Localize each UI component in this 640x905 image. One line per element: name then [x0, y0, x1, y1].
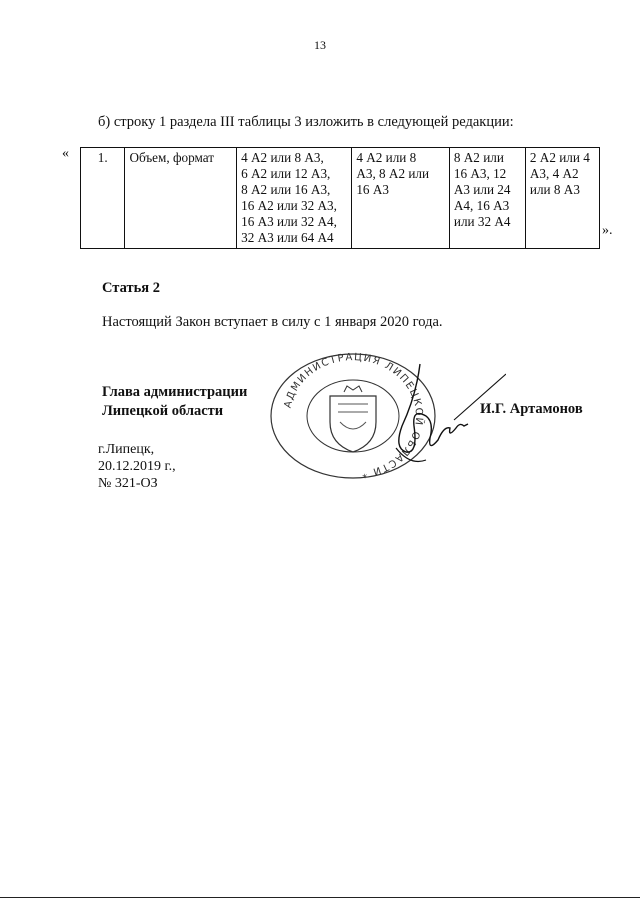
value-line: или 8 А3 — [529, 182, 580, 197]
law-number: № 321-ОЗ — [98, 476, 158, 491]
value-line: 6 А2 или 12 А3, — [241, 166, 331, 181]
signer-name: И.Г. Артамонов — [480, 401, 583, 417]
row-number-cell: 1. — [81, 148, 125, 249]
value-line: 16 А3 — [356, 182, 389, 197]
svg-text:АДМИНИСТРАЦИЯ ЛИПЕЦКОЙ ОБЛАСТИ: АДМИНИСТРАЦИЯ ЛИПЕЦКОЙ ОБЛАСТИ * — [282, 352, 425, 480]
article-text: Настоящий Закон вступает в силу с 1 января 2020 года. — [102, 314, 443, 330]
value-line: А3 или 24 — [453, 182, 511, 197]
value-line: 16 А3, 12 — [453, 166, 507, 181]
value-line: 4 А2 или 8 А3, — [241, 150, 324, 165]
value-line: 16 А3 или 32 А4, — [241, 214, 337, 229]
value-line: 32 А3 или 64 А4 — [241, 230, 334, 245]
value-line: А3, 4 А2 — [529, 166, 579, 181]
table-row — [81, 148, 600, 249]
value-line: 16 А2 или 32 А3, — [241, 198, 337, 213]
value-line: 8 А2 или 16 А3, — [241, 182, 331, 197]
value-line: 2 А2 или 4 — [529, 150, 590, 165]
page-bottom-line — [0, 897, 640, 898]
article-title: Статья 2 — [102, 280, 160, 296]
row-title-cell: Объем, формат — [125, 148, 237, 249]
amendment-intro: б) строку 1 раздела III таблицы 3 изложить в следующей редакции: — [98, 114, 514, 130]
signer-position — [102, 383, 247, 421]
value-line: 4 А2 или 8 — [356, 150, 417, 165]
date: 20.12.2019 г., — [98, 459, 176, 474]
value-line: А3, 8 А2 или — [356, 166, 430, 181]
value-line: 8 А2 или — [453, 150, 504, 165]
signer-title-line: Глава администрации — [102, 384, 248, 400]
value-line: или 32 А4 — [453, 214, 511, 229]
quote-close: ». — [602, 223, 613, 238]
page-number: 13 — [314, 38, 326, 52]
value-cell-1 — [237, 148, 352, 249]
value-cell-3 — [449, 148, 525, 249]
value-line: А4, 16 А3 — [453, 198, 510, 213]
signer-title-line: Липецкой области — [102, 403, 224, 419]
value-cell-4 — [525, 148, 599, 249]
city: г.Липецк, — [98, 442, 155, 457]
quote-open: « — [62, 146, 69, 161]
place-date-number — [98, 441, 176, 492]
value-cell-2 — [352, 148, 450, 249]
amendment-table — [80, 147, 600, 249]
